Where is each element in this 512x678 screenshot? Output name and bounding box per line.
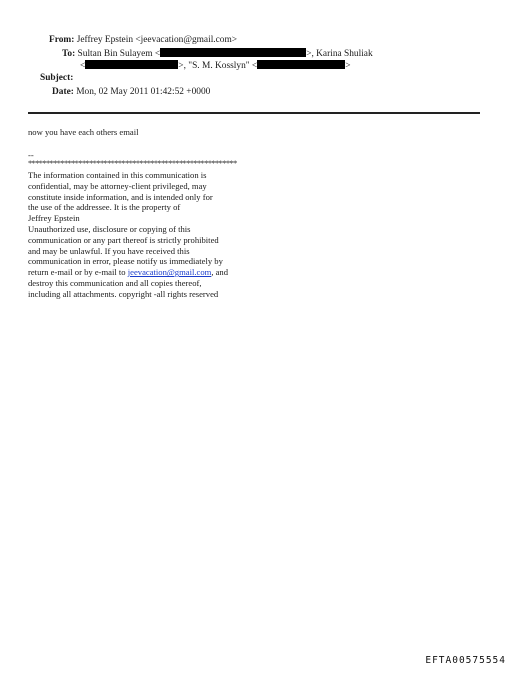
disclaimer-line: the use of the addressee. It is the property of	[28, 202, 181, 213]
date-label: Date:	[52, 87, 74, 97]
bates-number: EFTA00575554	[425, 655, 506, 666]
redaction-box	[257, 60, 345, 69]
asterisk-separator: **********************************************************	[28, 158, 237, 168]
signature-separator: --	[28, 150, 34, 160]
disclaimer-line: including all attachments. copyright -all rights reserved	[28, 288, 219, 299]
to-row-2	[80, 60, 351, 72]
disclaimer-line: constitute inside information, and is intended only for	[28, 191, 213, 202]
to-after-redact-3: >	[345, 61, 351, 71]
to-line2-start: <	[80, 61, 86, 71]
message-text: now you have each others email	[28, 127, 139, 137]
date-value: Mon, 02 May 2011 01:42:52 +0000	[76, 87, 211, 97]
from-label: From:	[49, 35, 75, 45]
disclaimer-line: and may be unlawful. If you have received this	[28, 245, 190, 256]
disclaimer-line: Unauthorized use, disclosure or copying of this	[28, 223, 191, 234]
from-row	[49, 35, 237, 46]
disclaimer-return-line	[28, 267, 228, 278]
disclaimer-line: The information contained in this communication is	[28, 170, 207, 180]
disclaimer-line: communication in error, please notify us immediately by	[28, 256, 223, 267]
to-row-1	[62, 48, 373, 60]
date-row	[52, 87, 210, 98]
disclaimer-line: confidential, may be attorney-client privileged, may	[28, 180, 207, 191]
return-suffix: , and	[211, 267, 229, 278]
disclaimer	[28, 170, 228, 300]
disclaimer-line: Jeffrey Epstein	[28, 213, 80, 224]
from-value: Jeffrey Epstein <jeevacation@gmail.com>	[76, 35, 238, 45]
to-label: To:	[62, 49, 76, 59]
redaction-box	[160, 48, 306, 57]
subject-label: Subject:	[40, 73, 74, 83]
header-divider	[28, 112, 480, 114]
return-prefix: return e-mail or by e-mail to	[28, 267, 128, 278]
disclaimer-line: communication or any part thereof is strictly prohibited	[28, 234, 219, 245]
to-after-redact-2: >, "S. M. Kosslyn" <	[178, 61, 258, 71]
email-link[interactable]: jeevacation@gmail.com	[127, 267, 212, 278]
subject-row	[40, 73, 73, 84]
to-name-1: Sultan Bin Sulayem <	[77, 49, 161, 59]
to-after-redact-1: >, Karina Shuliak	[306, 49, 373, 59]
disclaimer-line: destroy this communication and all copies thereof,	[28, 277, 202, 288]
redaction-box	[85, 60, 178, 69]
